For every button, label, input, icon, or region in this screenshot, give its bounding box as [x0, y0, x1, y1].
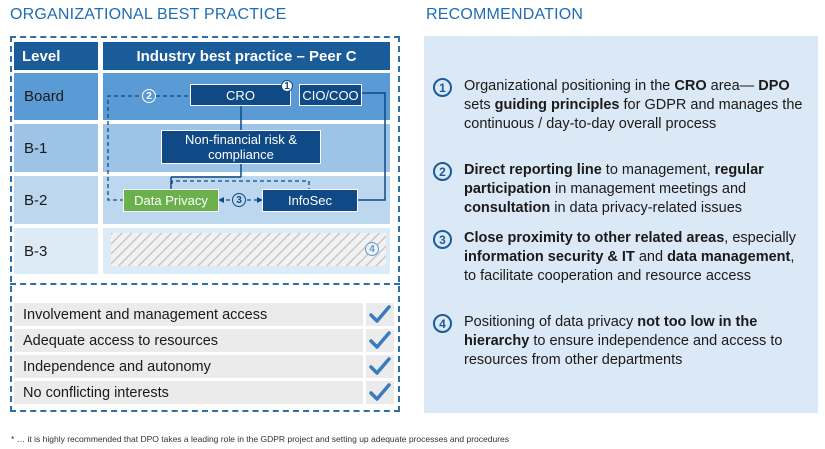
- left-section-title: ORGANIZATIONAL BEST PRACTICE: [10, 6, 287, 23]
- data-privacy-node: Data Privacy: [123, 189, 219, 212]
- recommendation-number: 3: [433, 230, 452, 249]
- marker-3: 3: [232, 193, 246, 207]
- recommendation-number: 4: [433, 314, 452, 333]
- recommendation-text: [464, 313, 809, 370]
- emphasis-text: consultation: [464, 200, 551, 216]
- emphasis-text: regular participation: [464, 162, 764, 197]
- recommendation-number: 1: [433, 78, 452, 97]
- recommendation-text: [464, 161, 809, 218]
- body-text: for GDPR and manages the continuous / day-to-day overall process: [464, 97, 803, 132]
- emphasis-text: Close proximity to other related areas: [464, 230, 725, 246]
- emphasis-text: data management: [667, 249, 791, 265]
- body-text: in management meetings and: [551, 181, 747, 197]
- checkmark-icon: [366, 355, 394, 378]
- emphasis-text: guiding principles: [494, 97, 620, 113]
- body-text: sets: [464, 97, 495, 113]
- level-b3: B-3: [14, 228, 98, 274]
- non-financial-risk-node: Non-financial risk & compliance: [161, 130, 321, 164]
- emphasis-text: DPO: [758, 78, 790, 94]
- criterion-row: Involvement and management access: [14, 303, 363, 326]
- footnote: * … it is highly recommended that DPO takes a leading role in the GDPR project and setting up adequate processes and procedures: [11, 434, 510, 444]
- body-text: Positioning of data privacy: [464, 314, 638, 330]
- emphasis-text: not too low in the hierarchy: [464, 314, 758, 349]
- marker-1: 1: [281, 80, 293, 92]
- infosec-node: InfoSec: [262, 189, 358, 212]
- level-b2: B-2: [14, 176, 98, 224]
- body-text: , especially: [724, 230, 797, 246]
- body-text: and: [634, 249, 668, 265]
- checkmark-icon: [366, 303, 394, 326]
- level-b1: B-1: [14, 124, 98, 172]
- checkmark-icon: [366, 329, 394, 352]
- recommendation-number: 2: [433, 162, 452, 181]
- level-board: Board: [14, 73, 98, 120]
- level-column-header: Level: [14, 42, 98, 70]
- recommendation-text: [464, 77, 809, 134]
- recommendation-text: [464, 229, 809, 286]
- emphasis-text: information security & IT: [464, 249, 635, 265]
- emphasis-text: CRO: [674, 78, 707, 94]
- criterion-row: Adequate access to resources: [14, 329, 363, 352]
- right-section-title: RECOMMENDATION: [426, 6, 584, 23]
- emphasis-text: Direct reporting line: [464, 162, 602, 178]
- body-text: , to facilitate cooperation and resource access: [464, 249, 795, 284]
- checkmark-cell: [366, 355, 394, 378]
- cro-node: CRO: [190, 84, 291, 106]
- criterion-row: No conflicting interests: [14, 381, 363, 404]
- checkmark-icon: [366, 381, 394, 404]
- checkmark-cell: [366, 303, 394, 326]
- body-text: Organizational positioning in the: [464, 78, 675, 94]
- practice-column-header: Industry best practice – Peer C: [103, 42, 390, 70]
- body-text: to ensure independence and access to resources from other departments: [464, 333, 783, 368]
- marker-2: 2: [142, 89, 156, 103]
- body-text: to management,: [601, 162, 715, 178]
- checkmark-cell: [366, 381, 394, 404]
- body-text: in data privacy-related issues: [550, 200, 743, 216]
- body-text: area—: [706, 78, 759, 94]
- criterion-row: Independence and autonomy: [14, 355, 363, 378]
- marker-4: 4: [365, 242, 379, 256]
- checkmark-cell: [366, 329, 394, 352]
- cio-coo-node: CIO/COO: [299, 84, 362, 106]
- frame-divider: [10, 283, 400, 285]
